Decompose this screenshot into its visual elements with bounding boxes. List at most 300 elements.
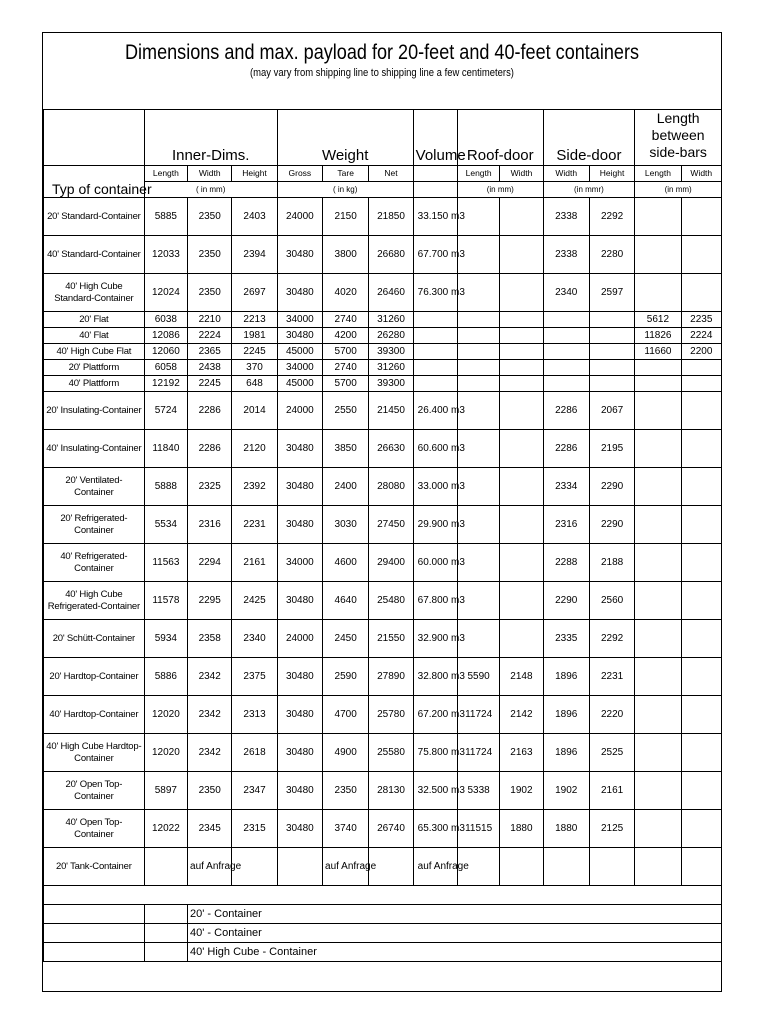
net-cell: 21450: [369, 392, 413, 430]
roof-width-cell: 2148: [500, 658, 543, 696]
tare-cell: 4700: [323, 696, 369, 734]
gross-cell: 30480: [277, 328, 322, 344]
net-cell: 28130: [369, 772, 413, 810]
roof-width-cell: [500, 236, 543, 274]
net-cell: 39300: [369, 376, 413, 392]
volume-cell: 75.800 m3: [413, 734, 457, 772]
unit-roof: (in mm): [457, 182, 543, 198]
height-cell: 2375: [232, 658, 277, 696]
subheader-net: Net: [369, 166, 413, 182]
subheader-length: Length: [144, 166, 187, 182]
width-cell: 2210: [188, 312, 232, 328]
side-height-cell: 2292: [589, 198, 634, 236]
bars-width-cell: [681, 772, 721, 810]
side-height-cell: 2125: [589, 810, 634, 848]
tare-cell: 2740: [323, 312, 369, 328]
legend-blank-cell: [44, 943, 145, 962]
roof-width-cell: [500, 848, 543, 886]
length-cell: 11563: [144, 544, 187, 582]
side-width-cell: 1896: [543, 696, 589, 734]
net-cell: 26680: [369, 236, 413, 274]
bars-width-cell: [681, 430, 721, 468]
roof-length-cell: [457, 360, 499, 376]
side-height-cell: 2525: [589, 734, 634, 772]
length-cell: 12192: [144, 376, 187, 392]
roof-width-cell: 1880: [500, 810, 543, 848]
legend-40-container: 40' - Container: [188, 924, 722, 943]
container-type-cell: 40' High Cube Standard-Container: [44, 274, 145, 312]
bars-length-cell: [635, 658, 681, 696]
bars-width-cell: [681, 620, 721, 658]
length-cell: 12060: [144, 344, 187, 360]
height-cell: 2231: [232, 506, 277, 544]
gross-cell: 24000: [277, 198, 322, 236]
bars-length-cell: [635, 810, 681, 848]
table-row: [44, 312, 722, 328]
length-cell: 12033: [144, 236, 187, 274]
side-width-cell: 2290: [543, 582, 589, 620]
container-type-cell: 40' Insulating-Container: [44, 430, 145, 468]
length-cell: 6058: [144, 360, 187, 376]
bars-width-cell: [681, 848, 721, 886]
net-cell: 31260: [369, 312, 413, 328]
subheader-width: Width: [188, 166, 232, 182]
bars-length-cell: [635, 696, 681, 734]
bars-width-cell: [681, 582, 721, 620]
table-row: [44, 582, 722, 620]
tare-cell: 4900: [323, 734, 369, 772]
bars-width-cell: [681, 658, 721, 696]
bars-width-cell: [681, 544, 721, 582]
unit-volume-blank: [413, 182, 457, 198]
legend-swatch-20: [144, 905, 187, 924]
height-cell: 2340: [232, 620, 277, 658]
roof-width-cell: [500, 620, 543, 658]
roof-length-cell: [457, 328, 499, 344]
tare-cell: 4020: [323, 274, 369, 312]
container-type-cell: 40' Hardtop-Container: [44, 696, 145, 734]
gross-cell: 30480: [277, 658, 322, 696]
unit-weight: ( in kg): [277, 182, 413, 198]
volume-cell: [413, 376, 457, 392]
length-cell: 5724: [144, 392, 187, 430]
side-width-cell: 1896: [543, 734, 589, 772]
width-cell: 2295: [188, 582, 232, 620]
bars-length-cell: [635, 430, 681, 468]
container-type-cell: 40' High Cube Hardtop-Container: [44, 734, 145, 772]
gross-cell: 34000: [277, 312, 322, 328]
bars-length-cell: [635, 468, 681, 506]
bars-length-cell: 11660: [635, 344, 681, 360]
container-type-cell: 20' Ventilated-Container: [44, 468, 145, 506]
table-row: [44, 544, 722, 582]
tare-cell: 3800: [323, 236, 369, 274]
height-cell: 1981: [232, 328, 277, 344]
volume-cell: 67.700 m3: [413, 236, 457, 274]
type-of-container-header: Typ of container: [44, 166, 145, 198]
bars-width-cell: [681, 274, 721, 312]
height-cell: 370: [232, 360, 277, 376]
side-height-cell: [589, 360, 634, 376]
tare-cell: 2400: [323, 468, 369, 506]
weight-header: Weight: [277, 110, 413, 166]
roof-width-cell: [500, 430, 543, 468]
side-height-cell: 2161: [589, 772, 634, 810]
bars-width-cell: [681, 810, 721, 848]
container-type-cell: 40' Plattform: [44, 376, 145, 392]
container-dimensions-table: [43, 110, 722, 962]
roof-width-cell: 2163: [500, 734, 543, 772]
tare-cell: 2450: [323, 620, 369, 658]
side-width-cell: [543, 360, 589, 376]
roof-width-cell: [500, 392, 543, 430]
side-height-cell: [589, 848, 634, 886]
bars-length-cell: [635, 506, 681, 544]
volume-cell: 33.000 m3: [413, 468, 457, 506]
title-block: [43, 33, 721, 110]
gross-cell: 24000: [277, 392, 322, 430]
container-type-cell: 20' Plattform: [44, 360, 145, 376]
bars-length-cell: 11826: [635, 328, 681, 344]
legend-row: [44, 905, 722, 924]
legend-blank-cell: [44, 905, 145, 924]
legend-swatch-40hc: [144, 943, 187, 962]
gross-cell: 30480: [277, 274, 322, 312]
gross-cell: 30480: [277, 810, 322, 848]
tare-cell: 2350: [323, 772, 369, 810]
side-width-cell: 1880: [543, 810, 589, 848]
group-header-row: [44, 110, 722, 166]
side-width-cell: 2286: [543, 392, 589, 430]
bars-length-cell: [635, 376, 681, 392]
net-cell: 21850: [369, 198, 413, 236]
bars-length-cell: [635, 582, 681, 620]
bars-width-cell: [681, 734, 721, 772]
roof-length-cell: 5590: [457, 658, 499, 696]
tare-cell: 3850: [323, 430, 369, 468]
bars-length-cell: [635, 544, 681, 582]
side-height-cell: 2597: [589, 274, 634, 312]
height-cell: 648: [232, 376, 277, 392]
legend-swatch-40: [144, 924, 187, 943]
roof-length-cell: [457, 344, 499, 360]
bars-width-cell: 2235: [681, 312, 721, 328]
roof-width-cell: [500, 360, 543, 376]
roof-length-cell: 5338: [457, 772, 499, 810]
height-cell: 2120: [232, 430, 277, 468]
height-cell: 2161: [232, 544, 277, 582]
tare-cell: 2150: [323, 198, 369, 236]
width-cell: 2438: [188, 360, 232, 376]
net-cell: 25480: [369, 582, 413, 620]
volume-cell: 60.600 m3: [413, 430, 457, 468]
bars-length-cell: [635, 360, 681, 376]
width-cell: 2286: [188, 430, 232, 468]
container-type-cell: 20' Schütt-Container: [44, 620, 145, 658]
bars-length-cell: 5612: [635, 312, 681, 328]
gross-cell: 30480: [277, 696, 322, 734]
legend-body: [44, 886, 722, 962]
width-cell: 2325: [188, 468, 232, 506]
subheader-roof-length: Length: [457, 166, 499, 182]
table-row: [44, 274, 722, 312]
bars-length-cell: [635, 392, 681, 430]
unit-side: (in mmr): [543, 182, 635, 198]
bars-length-cell: [635, 620, 681, 658]
subheader-bars-length: Length: [635, 166, 681, 182]
bars-length-cell: [635, 198, 681, 236]
bars-width-cell: [681, 468, 721, 506]
gross-cell: 30480: [277, 430, 322, 468]
roof-length-cell: 11724: [457, 734, 499, 772]
side-height-cell: [589, 328, 634, 344]
side-width-cell: 2316: [543, 506, 589, 544]
net-cell: 26460: [369, 274, 413, 312]
length-cell: 12086: [144, 328, 187, 344]
table-row: [44, 696, 722, 734]
side-height-cell: [589, 312, 634, 328]
gross-cell: 30480: [277, 734, 322, 772]
roof-width-cell: 1902: [500, 772, 543, 810]
side-width-cell: 1902: [543, 772, 589, 810]
table-row: [44, 734, 722, 772]
bars-width-cell: [681, 376, 721, 392]
gross-cell: 30480: [277, 582, 322, 620]
subheader-bars-width: Width: [681, 166, 721, 182]
volume-cell: [413, 328, 457, 344]
container-type-cell: 20' Standard-Container: [44, 198, 145, 236]
unit-inner: ( in mm): [144, 182, 277, 198]
net-cell: 27450: [369, 506, 413, 544]
height-cell: 2245: [232, 344, 277, 360]
container-type-cell: 40' Flat: [44, 328, 145, 344]
side-height-cell: 2290: [589, 506, 634, 544]
gross-cell: 24000: [277, 620, 322, 658]
legend-blank-cell: [44, 924, 145, 943]
side-width-cell: [543, 312, 589, 328]
subheader-side-width: Width: [543, 166, 589, 182]
legend-40hc-container: 40' High Cube - Container: [188, 943, 722, 962]
bars-length-cell: [635, 274, 681, 312]
gross-cell: 30480: [277, 772, 322, 810]
tare-cell: 5700: [323, 376, 369, 392]
net-cell: 28080: [369, 468, 413, 506]
side-height-cell: [589, 344, 634, 360]
gross-cell: 30480: [277, 236, 322, 274]
volume-header: Volume: [413, 110, 457, 166]
side-width-cell: [543, 344, 589, 360]
net-cell: 25780: [369, 696, 413, 734]
side-height-cell: 2067: [589, 392, 634, 430]
table-row: [44, 360, 722, 376]
length-cell: 5534: [144, 506, 187, 544]
height-cell: 2618: [232, 734, 277, 772]
gross-cell: 34000: [277, 544, 322, 582]
unit-bars: (in mm): [635, 182, 722, 198]
bars-width-cell: [681, 506, 721, 544]
height-cell: 2347: [232, 772, 277, 810]
length-cell: 5886: [144, 658, 187, 696]
roof-width-cell: 2142: [500, 696, 543, 734]
roof-width-cell: [500, 198, 543, 236]
roof-width-cell: [500, 506, 543, 544]
gross-cell: 45000: [277, 344, 322, 360]
side-width-cell: [543, 328, 589, 344]
volume-cell: [413, 344, 457, 360]
volume-cell: auf Anfrage: [413, 848, 457, 886]
bars-width-cell: [681, 198, 721, 236]
subheader-row: [44, 166, 722, 182]
gross-cell: [277, 848, 322, 886]
roof-width-cell: [500, 328, 543, 344]
side-width-cell: 2334: [543, 468, 589, 506]
width-cell: 2316: [188, 506, 232, 544]
container-type-cell: 20' Refrigerated-Container: [44, 506, 145, 544]
container-type-cell: 20' Hardtop-Container: [44, 658, 145, 696]
tare-cell: 4640: [323, 582, 369, 620]
height-cell: 2425: [232, 582, 277, 620]
height-cell: 2315: [232, 810, 277, 848]
subheader-gross: Gross: [277, 166, 322, 182]
side-height-cell: [589, 376, 634, 392]
legend-row: [44, 943, 722, 962]
length-cell: 5885: [144, 198, 187, 236]
volume-cell: 32.500 m3: [413, 772, 457, 810]
table-row: [44, 658, 722, 696]
bars-length-cell: [635, 734, 681, 772]
side-width-cell: 2338: [543, 198, 589, 236]
net-cell: 26280: [369, 328, 413, 344]
height-cell: 2014: [232, 392, 277, 430]
bars-width-cell: [681, 696, 721, 734]
net-cell: 27890: [369, 658, 413, 696]
length-cell: 5888: [144, 468, 187, 506]
side-height-cell: 2292: [589, 620, 634, 658]
length-cell: 11578: [144, 582, 187, 620]
side-width-cell: 1896: [543, 658, 589, 696]
net-cell: 25580: [369, 734, 413, 772]
subheader-side-height: Height: [589, 166, 634, 182]
side-width-cell: 2338: [543, 236, 589, 274]
side-width-cell: [543, 376, 589, 392]
volume-cell: 76.300 m3: [413, 274, 457, 312]
table-row: [44, 620, 722, 658]
container-type-cell: 20' Open Top-Container: [44, 772, 145, 810]
width-cell: 2224: [188, 328, 232, 344]
height-cell: 2403: [232, 198, 277, 236]
tare-cell: 3740: [323, 810, 369, 848]
page-subtitle: (may vary from shipping line to shipping line a few centimeters): [250, 67, 514, 79]
table-row: [44, 430, 722, 468]
volume-cell: 60.000 m3: [413, 544, 457, 582]
tare-cell: 4200: [323, 328, 369, 344]
length-cell: 12020: [144, 734, 187, 772]
length-cell: 12022: [144, 810, 187, 848]
roof-width-cell: [500, 376, 543, 392]
width-cell: 2358: [188, 620, 232, 658]
volume-cell: 67.200 m3: [413, 696, 457, 734]
tare-cell: 3030: [323, 506, 369, 544]
side-height-cell: 2231: [589, 658, 634, 696]
length-cell: 11840: [144, 430, 187, 468]
container-type-cell: 20' Tank-Container: [44, 848, 145, 886]
tare-cell: auf Anfrage: [323, 848, 369, 886]
bars-width-cell: 2200: [681, 344, 721, 360]
container-type-cell: 20' Flat: [44, 312, 145, 328]
length-cell: [144, 848, 187, 886]
gross-cell: 30480: [277, 506, 322, 544]
roof-door-header: Roof-door: [457, 110, 543, 166]
side-height-cell: 2188: [589, 544, 634, 582]
height-cell: 2697: [232, 274, 277, 312]
roof-length-cell: 11724: [457, 696, 499, 734]
roof-width-cell: [500, 312, 543, 328]
spacer-row: [44, 886, 722, 905]
net-cell: 21550: [369, 620, 413, 658]
volume-cell: 29.900 m3: [413, 506, 457, 544]
gross-cell: 34000: [277, 360, 322, 376]
side-door-header: Side-door: [543, 110, 635, 166]
width-cell: 2365: [188, 344, 232, 360]
container-type-cell: 40' Refrigerated-Container: [44, 544, 145, 582]
width-cell: 2342: [188, 734, 232, 772]
roof-width-cell: [500, 344, 543, 360]
tare-cell: 2590: [323, 658, 369, 696]
bars-length-cell: [635, 848, 681, 886]
table-body: [44, 198, 722, 886]
volume-cell: [413, 360, 457, 376]
width-cell: 2350: [188, 772, 232, 810]
side-width-cell: 2340: [543, 274, 589, 312]
subheader-height: Height: [232, 166, 277, 182]
side-width-cell: [543, 848, 589, 886]
table-row: [44, 848, 722, 886]
length-cell: 12024: [144, 274, 187, 312]
container-type-cell: 40' Open Top-Container: [44, 810, 145, 848]
volume-cell: [413, 312, 457, 328]
width-cell: auf Anfrage: [188, 848, 232, 886]
width-cell: 2286: [188, 392, 232, 430]
spacer-cell: [44, 886, 722, 905]
width-cell: 2345: [188, 810, 232, 848]
inner-dims-header: Inner-Dims.: [144, 110, 277, 166]
container-type-cell: 40' High Cube Flat: [44, 344, 145, 360]
net-cell: 39300: [369, 344, 413, 360]
side-height-cell: 2560: [589, 582, 634, 620]
subheader-volume-blank: [413, 166, 457, 182]
net-cell: 29400: [369, 544, 413, 582]
volume-cell: 67.800 m3: [413, 582, 457, 620]
legend-row: [44, 924, 722, 943]
gross-cell: 45000: [277, 376, 322, 392]
container-type-cell: 40' High Cube Refrigerated-Container: [44, 582, 145, 620]
width-cell: 2294: [188, 544, 232, 582]
roof-length-cell: 11515: [457, 810, 499, 848]
volume-cell: 32.800 m3: [413, 658, 457, 696]
volume-cell: 32.900 m3: [413, 620, 457, 658]
height-cell: 2313: [232, 696, 277, 734]
side-height-cell: 2280: [589, 236, 634, 274]
tare-cell: 2550: [323, 392, 369, 430]
table-row: [44, 376, 722, 392]
subheader-roof-width: Width: [500, 166, 543, 182]
legend-20-container: 20' - Container: [188, 905, 722, 924]
table-row: [44, 772, 722, 810]
container-type-cell: 40' Standard-Container: [44, 236, 145, 274]
roof-width-cell: [500, 582, 543, 620]
net-cell: 26740: [369, 810, 413, 848]
page-title: Dimensions and max. payload for 20-feet and 40-feet containers: [124, 41, 640, 64]
